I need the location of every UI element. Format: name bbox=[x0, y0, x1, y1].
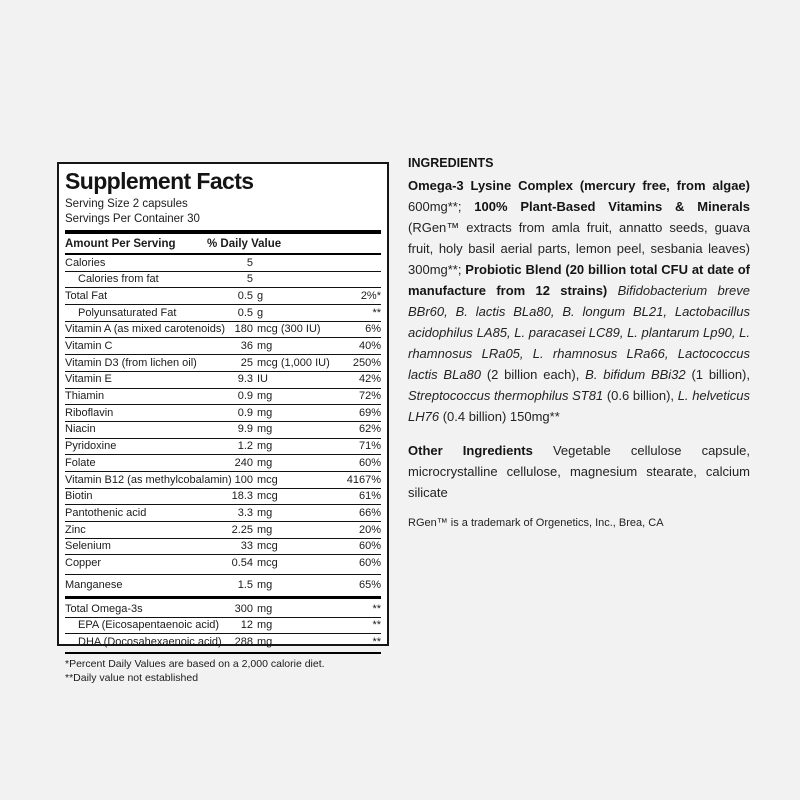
nutrient-amount: 1.5 bbox=[237, 579, 253, 592]
text-run: Other Ingredients bbox=[408, 443, 553, 458]
nutrient-unit: mg bbox=[257, 523, 273, 536]
nutrient-row bbox=[65, 388, 381, 405]
nutrient-daily-value: 60% bbox=[358, 556, 381, 569]
nutrient-name: Calories bbox=[65, 256, 106, 269]
supplement-facts-panel bbox=[57, 162, 389, 684]
nutrient-row bbox=[65, 371, 381, 388]
nutrient-daily-value: 60% bbox=[358, 456, 381, 469]
nutrient-row bbox=[65, 633, 381, 650]
nutrient-row bbox=[65, 354, 381, 371]
text-run: (0.4 billion) 150mg** bbox=[442, 409, 560, 424]
nutrient-daily-value: 69% bbox=[358, 406, 381, 419]
nutrient-amount: 5 bbox=[246, 273, 253, 286]
nutrient-name: Folate bbox=[65, 456, 96, 469]
text-run: Vegetable cellulose capsule, microcrystalline cellulose, magnesium stearate, calcium silicate bbox=[408, 443, 750, 500]
nutrient-daily-value: 6% bbox=[365, 323, 381, 336]
nutrient-unit: mg bbox=[257, 619, 273, 632]
nutrient-daily-value: ** bbox=[372, 306, 381, 319]
nutrient-amount: 0.9 bbox=[237, 406, 253, 419]
nutrient-amount: 33 bbox=[240, 540, 253, 553]
nutrient-row bbox=[65, 321, 381, 338]
nutrient-daily-value: 42% bbox=[358, 373, 381, 386]
nutrient-name: DHA (Docosahexaenoic acid) bbox=[78, 636, 222, 649]
text-run: (0.6 billion), bbox=[606, 388, 678, 403]
nutrient-name: Pyridoxine bbox=[65, 440, 117, 453]
nutrient-row bbox=[65, 271, 381, 288]
text-run: L. helveticus LH76 bbox=[408, 388, 750, 424]
text-run: 600mg**; bbox=[408, 199, 475, 214]
nutrient-daily-value: 250% bbox=[352, 356, 381, 369]
nutrient-daily-value: ** bbox=[372, 636, 381, 649]
nutrient-name: Total Fat bbox=[65, 289, 108, 302]
nutrient-unit: mg bbox=[257, 390, 273, 403]
nutrient-daily-value: ** bbox=[372, 619, 381, 632]
nutrient-amount: 0.54 bbox=[231, 556, 253, 569]
nutrient-name: Zinc bbox=[65, 523, 86, 536]
nutrient-daily-value: 2%* bbox=[360, 289, 381, 302]
nutrient-name: EPA (Eicosapentaenoic acid) bbox=[78, 619, 220, 632]
nutrient-name: Selenium bbox=[65, 540, 111, 553]
nutrient-unit: mg bbox=[257, 602, 273, 615]
nutrient-row bbox=[65, 538, 381, 555]
nutrient-amount: 100 bbox=[234, 473, 253, 486]
nutrient-amount: 288 bbox=[234, 636, 253, 649]
nutrient-amount: 300 bbox=[234, 602, 253, 615]
nutrient-amount: 9.3 bbox=[237, 373, 253, 386]
nutrient-row bbox=[65, 596, 381, 617]
nutrient-daily-value: 62% bbox=[358, 423, 381, 436]
nutrient-name: Riboflavin bbox=[65, 406, 114, 419]
nutrient-unit: mg bbox=[257, 456, 273, 469]
nutrient-row bbox=[65, 454, 381, 471]
serving-size-text: Serving Size 2 capsules bbox=[65, 198, 188, 210]
trademark-note: RGen™ is a trademark of Orgenetics, Inc., Brea, CA bbox=[408, 517, 664, 529]
nutrient-name: Copper bbox=[65, 556, 102, 569]
nutrient-unit: IU bbox=[257, 373, 268, 386]
nutrient-amount: 36 bbox=[240, 340, 253, 353]
nutrient-unit: g bbox=[257, 289, 264, 302]
nutrient-daily-value: 65% bbox=[358, 579, 381, 592]
other-ingredients-paragraph bbox=[408, 440, 750, 503]
nutrient-amount: 18.3 bbox=[231, 490, 253, 503]
nutrient-name: Vitamin B12 (as methylcobalamin) bbox=[65, 473, 232, 486]
nutrient-row bbox=[65, 337, 381, 354]
nutrient-daily-value: 72% bbox=[358, 390, 381, 403]
text-run: Omega-3 Lysine Complex (mercury free, from algae) bbox=[408, 178, 750, 193]
nutrient-amount: 0.5 bbox=[237, 306, 253, 319]
text-run: B. bifidum BBi32 bbox=[585, 367, 692, 382]
nutrient-row bbox=[65, 438, 381, 455]
footnote-not-established: **Daily value not established bbox=[65, 671, 199, 684]
daily-value-header: % Daily Value bbox=[207, 238, 282, 250]
ingredients-section bbox=[408, 155, 750, 530]
text-run: Bifidobacterium breve BBr60, B. lactis BLa80, B. longum BL21, Lactobacillus acidophilus LA85, L. paracasei LC89, L. plantarum Lp90, L. rhamnosus LRa05, L. rhamnosus LRa66, Lactococcus lactis BLa80 bbox=[408, 283, 750, 382]
nutrient-unit: mg bbox=[257, 636, 273, 649]
nutrient-daily-value: 71% bbox=[358, 440, 381, 453]
nutrient-name: Manganese bbox=[65, 579, 123, 592]
footnote-daily-values: *Percent Daily Values are based on a 2,000 calorie diet. bbox=[65, 658, 325, 671]
nutrient-unit: mg bbox=[257, 406, 273, 419]
nutrient-row bbox=[65, 404, 381, 421]
text-run: Streptococcus thermophilus ST81 bbox=[408, 388, 607, 403]
nutrient-row bbox=[65, 504, 381, 521]
nutrient-name: Vitamin D3 (from lichen oil) bbox=[65, 356, 197, 369]
nutrient-row bbox=[65, 574, 381, 593]
nutrient-unit: mcg (300 IU) bbox=[257, 323, 321, 336]
ingredients-heading: INGREDIENTS bbox=[408, 156, 494, 170]
ingredients-paragraph bbox=[408, 175, 750, 427]
nutrient-name: Vitamin E bbox=[65, 373, 112, 386]
nutrient-unit: mcg (1,000 IU) bbox=[257, 356, 330, 369]
nutrient-row bbox=[65, 521, 381, 538]
nutrient-row bbox=[65, 304, 381, 321]
servings-per-container-text: Servings Per Container 30 bbox=[65, 213, 200, 225]
nutrient-amount: 240 bbox=[234, 456, 253, 469]
nutrient-amount: 1.2 bbox=[237, 440, 253, 453]
nutrient-amount: 0.5 bbox=[237, 289, 253, 302]
nutrient-unit: mcg bbox=[257, 540, 278, 553]
nutrient-daily-value: 20% bbox=[358, 523, 381, 536]
text-run: 100% Plant-Based Vitamins & Minerals bbox=[474, 199, 750, 214]
nutrient-unit: mcg bbox=[257, 473, 278, 486]
text-run: (RGen™ extracts from amla fruit, annatto seeds, guava fruit, holy basil aerial parts, lemon peel, sesbania leaves) 300mg**; bbox=[408, 220, 750, 277]
nutrient-name: Pantothenic acid bbox=[65, 506, 147, 519]
nutrient-unit: mg bbox=[257, 506, 273, 519]
nutrient-name: Thiamin bbox=[65, 390, 105, 403]
nutrient-daily-value: 4167% bbox=[346, 473, 381, 486]
nutrient-name: Total Omega-3s bbox=[65, 602, 143, 615]
nutrient-unit: mg bbox=[257, 440, 273, 453]
nutrient-amount: 2.25 bbox=[231, 523, 253, 536]
nutrient-daily-value: 61% bbox=[358, 490, 381, 503]
amount-per-serving-header: Amount Per Serving bbox=[65, 238, 176, 250]
nutrient-row bbox=[65, 617, 381, 634]
nutrient-daily-value: 66% bbox=[358, 506, 381, 519]
nutrient-unit: mg bbox=[257, 423, 273, 436]
nutrient-amount: 9.9 bbox=[237, 423, 253, 436]
nutrient-row bbox=[65, 421, 381, 438]
nutrient-amount: 25 bbox=[240, 356, 253, 369]
nutrient-unit: mcg bbox=[257, 490, 278, 503]
footnotes bbox=[65, 652, 381, 685]
nutrient-name: Calories from fat bbox=[78, 273, 159, 286]
nutrient-amount: 12 bbox=[240, 619, 253, 632]
nutrient-row bbox=[65, 255, 381, 271]
nutrient-name: Niacin bbox=[65, 423, 96, 436]
nutrient-amount: 5 bbox=[246, 256, 253, 269]
nutrient-amount: 180 bbox=[234, 323, 253, 336]
panel-title: Supplement Facts bbox=[65, 168, 254, 194]
nutrient-name: Biotin bbox=[65, 490, 93, 503]
nutrient-unit: mcg bbox=[257, 556, 278, 569]
text-run: (2 billion each), bbox=[486, 367, 586, 382]
nutrient-daily-value: ** bbox=[372, 602, 381, 615]
nutrient-unit: mg bbox=[257, 340, 273, 353]
nutrient-name: Vitamin A (as mixed carotenoids) bbox=[65, 323, 225, 336]
nutrient-amount: 3.3 bbox=[237, 506, 253, 519]
nutrient-name: Polyunsaturated Fat bbox=[78, 306, 177, 319]
nutrient-table bbox=[65, 255, 381, 650]
nutrient-row bbox=[65, 488, 381, 505]
nutrient-row bbox=[65, 287, 381, 304]
nutrient-name: Vitamin C bbox=[65, 340, 113, 353]
nutrient-amount: 0.9 bbox=[237, 390, 253, 403]
nutrient-row bbox=[65, 554, 381, 571]
nutrient-unit: mg bbox=[257, 579, 273, 592]
nutrient-unit: g bbox=[257, 306, 264, 319]
nutrient-daily-value: 40% bbox=[358, 340, 381, 353]
text-run: (1 billion), bbox=[691, 367, 750, 382]
nutrient-row bbox=[65, 471, 381, 488]
nutrient-daily-value: 60% bbox=[358, 540, 381, 553]
text-run: Probiotic Blend (20 billion total CFU at date of manufacture from 12 strains) bbox=[408, 262, 750, 298]
table-header-row bbox=[65, 234, 381, 255]
